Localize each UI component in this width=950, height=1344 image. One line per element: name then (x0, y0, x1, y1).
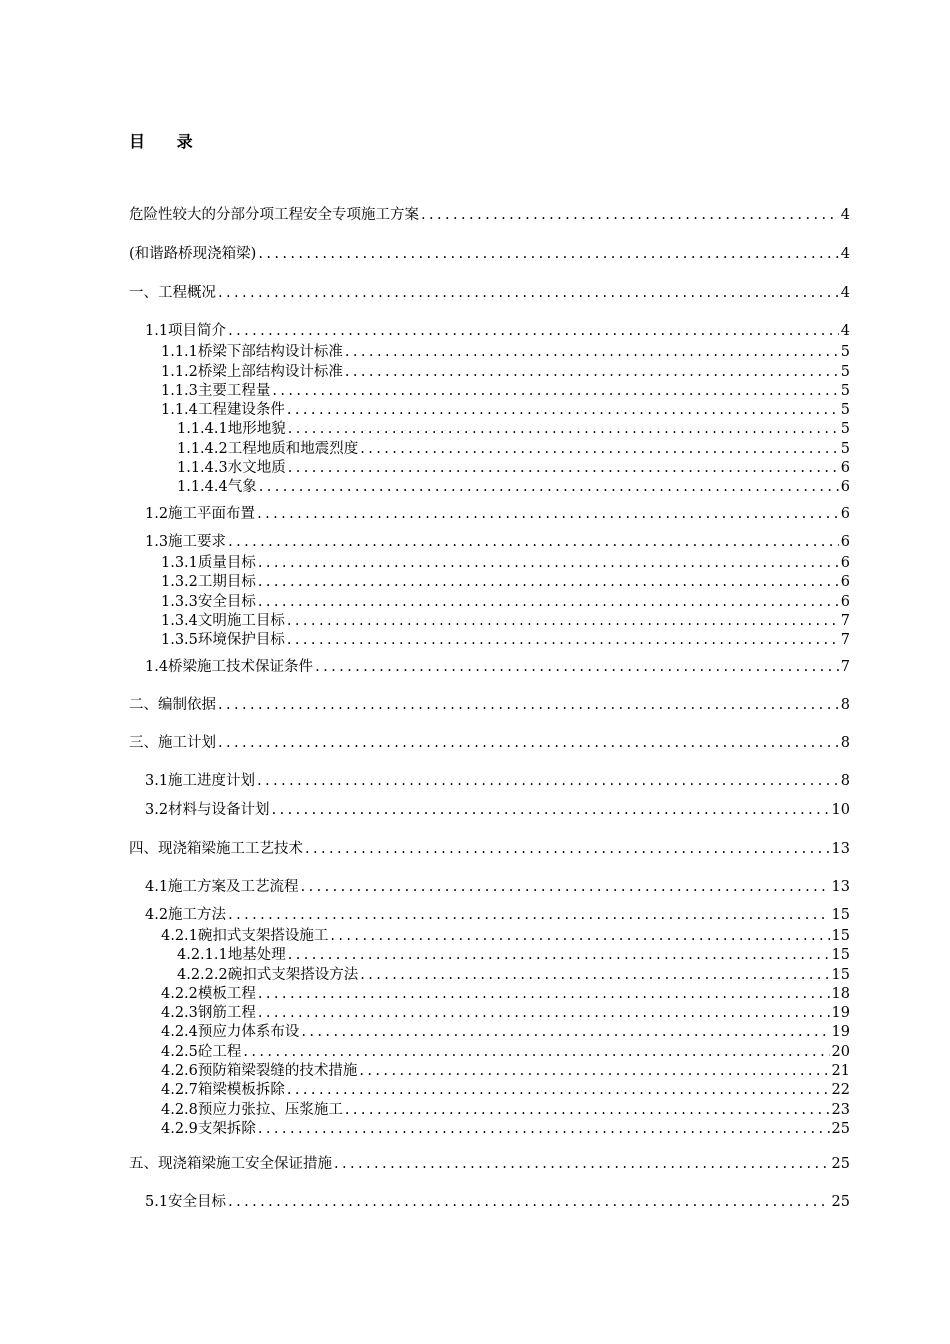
toc-dot-leader (359, 1062, 829, 1081)
toc-dot-leader (218, 734, 839, 753)
toc-page-number: 6 (840, 479, 850, 495)
toc-dot-leader (301, 1023, 829, 1042)
toc-entry[interactable] (161, 1120, 850, 1139)
toc-page-number: 6 (840, 460, 850, 476)
toc-entry[interactable] (161, 1004, 850, 1023)
toc-page-number: 23 (831, 1102, 850, 1118)
toc-entry[interactable] (177, 966, 850, 985)
toc-dot-leader (258, 1120, 830, 1139)
toc-dot-leader (287, 612, 839, 631)
toc-entry[interactable] (161, 343, 850, 362)
toc-dot-leader (360, 440, 839, 459)
toc-entry-label: 三、施工计划 (129, 735, 216, 751)
toc-entry-label: 1.4桥梁施工技术保证条件 (145, 659, 314, 675)
toc-dot-leader (345, 343, 839, 362)
toc-entry-label: 4.2.3钢筋工程 (161, 1005, 256, 1021)
toc-dot-leader (228, 322, 839, 341)
toc-entry[interactable] (161, 927, 850, 946)
toc-dot-leader (218, 696, 839, 715)
toc-dot-leader (259, 478, 839, 497)
toc-dot-leader (257, 772, 839, 791)
toc-entry-label: 4.2.2模板工程 (161, 986, 256, 1002)
toc-page-number: 25 (831, 1121, 850, 1137)
toc-entry[interactable] (129, 284, 850, 303)
toc-entry[interactable] (161, 1043, 850, 1062)
toc-page-number: 13 (831, 879, 850, 895)
toc-entry-label: 1.1.2桥梁上部结构设计标准 (161, 364, 343, 380)
toc-page-number: 4 (840, 246, 850, 262)
toc-page-number: 4 (840, 207, 850, 223)
toc-page-number: 8 (840, 735, 850, 751)
toc-entry-label: 4.2.9支架拆除 (161, 1121, 256, 1137)
toc-entry[interactable] (129, 696, 850, 715)
toc-entry-label: 4.2.8预应力张拉、压浆施工 (161, 1102, 343, 1118)
toc-entry-label: 1.3.2工期目标 (161, 574, 256, 590)
toc-entry-label: 1.1项目简介 (145, 323, 227, 339)
toc-page-number: 15 (831, 947, 850, 963)
toc-dot-leader (287, 401, 839, 420)
toc-dot-leader (288, 459, 839, 478)
toc-dot-leader (258, 573, 839, 592)
toc-dot-leader (218, 284, 839, 303)
toc-entry[interactable] (129, 840, 850, 859)
toc-entry-label: 1.3.4文明施工目标 (161, 613, 285, 629)
toc-entry-label: 1.3施工要求 (145, 534, 227, 550)
toc-entry[interactable] (161, 1081, 850, 1100)
toc-dot-leader (228, 1193, 829, 1212)
toc-entry-label: 4.2.7箱梁模板拆除 (161, 1082, 285, 1098)
toc-dot-leader (421, 206, 839, 225)
toc-entry-label: 1.1.1桥梁下部结构设计标准 (161, 344, 343, 360)
toc-page-number: 25 (831, 1194, 850, 1210)
toc-entry-label: 1.1.4工程建设条件 (161, 402, 285, 418)
toc-page-number: 8 (840, 773, 850, 789)
toc-page-number: 18 (831, 986, 850, 1002)
toc-entry-label: 1.3.5环境保护目标 (161, 632, 285, 648)
toc-entry-label: 4.2.1.1地基处理 (177, 947, 286, 963)
toc-entry[interactable] (161, 573, 850, 592)
toc-entry-label: 4.1施工方案及工艺流程 (145, 879, 299, 895)
toc-entry-label: 五、现浇箱梁施工安全保证措施 (129, 1156, 332, 1172)
toc-dot-leader (305, 840, 830, 859)
toc-entry[interactable] (161, 401, 850, 420)
toc-dot-leader (258, 245, 838, 264)
toc-entry[interactable] (145, 772, 850, 791)
toc-dot-leader (258, 554, 839, 573)
toc-page-number: 20 (831, 1044, 850, 1060)
toc-page-number: 5 (840, 402, 850, 418)
toc-page-number: 6 (840, 555, 850, 571)
toc-entry-label: 1.1.3主要工程量 (161, 383, 271, 399)
toc-entry-label: (和谐路桥现浇箱梁) (129, 246, 257, 262)
toc-page-number: 6 (840, 594, 850, 610)
toc-dot-leader (360, 966, 829, 985)
toc-entry-label: 1.3.3安全目标 (161, 594, 256, 610)
toc-dot-leader (228, 533, 839, 552)
toc-entry-label: 1.1.4.1地形地貌 (177, 421, 286, 437)
toc-entry[interactable] (161, 631, 850, 650)
toc-entry-label: 1.1.4.3水文地质 (177, 460, 286, 476)
toc-entry-label: 1.1.4.2工程地质和地震烈度 (177, 441, 359, 457)
toc-page-number: 22 (831, 1082, 850, 1098)
toc-entry[interactable] (145, 322, 850, 341)
toc-dot-leader (315, 658, 839, 677)
toc-dot-leader (258, 985, 830, 1004)
toc-page-number: 5 (840, 421, 850, 437)
toc-page-number: 19 (831, 1024, 850, 1040)
toc-entry[interactable] (177, 440, 850, 459)
toc-dot-leader (334, 1155, 830, 1174)
toc-entry[interactable] (145, 1193, 850, 1212)
toc-entry[interactable] (161, 382, 850, 401)
toc-page-number: 21 (831, 1063, 850, 1079)
toc-entry[interactable] (145, 658, 850, 677)
toc-page-number: 7 (840, 632, 850, 648)
toc-page-number: 6 (840, 506, 850, 522)
toc-entry[interactable] (161, 1023, 850, 1042)
toc-dot-leader (257, 505, 839, 524)
toc-dot-leader (345, 1101, 830, 1120)
toc-page-number: 6 (840, 534, 850, 550)
toc-entry-label: 1.1.4.4气象 (177, 479, 257, 495)
toc-dot-leader (272, 382, 838, 401)
toc-entry-label: 危险性较大的分部分项工程安全专项施工方案 (129, 207, 419, 223)
toc-entry[interactable] (129, 734, 850, 753)
toc-entry[interactable] (161, 363, 850, 382)
toc-page-number: 5 (840, 364, 850, 380)
toc-title: 目 录 (129, 132, 206, 151)
toc-dot-leader (288, 420, 839, 439)
toc-page-number: 15 (831, 967, 850, 983)
toc-entry-label: 5.1安全目标 (145, 1194, 227, 1210)
toc-page-number: 4 (840, 323, 850, 339)
toc-entry-label: 1.2施工平面布置 (145, 506, 256, 522)
toc-entry[interactable] (145, 533, 850, 552)
toc-entry-label: 一、工程概况 (129, 285, 216, 301)
toc-entry[interactable] (161, 612, 850, 631)
toc-entry-label: 二、编制依据 (129, 697, 216, 713)
toc-entry[interactable] (161, 593, 850, 612)
toc-entry[interactable] (161, 554, 850, 573)
toc-entry[interactable] (161, 1062, 850, 1081)
toc-dot-leader (301, 878, 830, 897)
toc-entry[interactable] (161, 1101, 850, 1120)
toc-page-number: 13 (831, 841, 850, 857)
toc-entry-label: 3.2材料与设备计划 (145, 802, 270, 818)
toc-entry[interactable] (145, 878, 850, 897)
toc-entry-label: 四、现浇箱梁施工工艺技术 (129, 841, 303, 857)
toc-entry-label: 1.3.1质量目标 (161, 555, 256, 571)
toc-page-number: 15 (831, 928, 850, 944)
toc-entry[interactable] (129, 206, 850, 225)
toc-dot-leader (243, 1043, 829, 1062)
toc-entry-label: 4.2.5砼工程 (161, 1044, 242, 1060)
toc-page-number: 5 (840, 383, 850, 399)
toc-entry-label: 4.2.2.2碗扣式支架搭设方法 (177, 967, 359, 983)
toc-page-number: 7 (840, 659, 850, 675)
toc-entry[interactable] (177, 946, 850, 965)
toc-dot-leader (258, 1004, 830, 1023)
toc-page-number: 7 (840, 613, 850, 629)
toc-entry[interactable] (145, 801, 850, 820)
toc-entry[interactable] (177, 478, 850, 497)
toc-dot-leader (272, 801, 830, 820)
toc-dot-leader (287, 1081, 830, 1100)
toc-page-number: 25 (831, 1156, 850, 1172)
toc-entry[interactable] (177, 420, 850, 439)
toc-page-number: 10 (831, 802, 850, 818)
toc-dot-leader (228, 906, 829, 925)
toc-dot-leader (345, 363, 839, 382)
toc-entry-label: 3.1施工进度计划 (145, 773, 256, 789)
toc-page-number: 19 (831, 1005, 850, 1021)
toc-dot-leader (258, 593, 839, 612)
toc-entry[interactable] (129, 245, 850, 264)
toc-entry[interactable] (177, 459, 850, 478)
toc-entry[interactable] (129, 1155, 850, 1174)
toc-entry-label: 4.2.6预防箱梁裂缝的技术措施 (161, 1063, 358, 1079)
toc-page-number: 6 (840, 574, 850, 590)
toc-page-number: 5 (840, 344, 850, 360)
toc-dot-leader (288, 946, 830, 965)
toc-entry-label: 4.2.4预应力体系布设 (161, 1024, 300, 1040)
toc-page-number: 4 (840, 285, 850, 301)
toc-dot-leader (287, 631, 839, 650)
toc-dot-leader (330, 927, 829, 946)
toc-entry-label: 4.2.1碗扣式支架搭设施工 (161, 928, 329, 944)
toc-entry-label: 4.2施工方法 (145, 907, 227, 923)
toc-page-number: 8 (840, 697, 850, 713)
toc-entry[interactable] (145, 505, 850, 524)
toc-page-number: 5 (840, 441, 850, 457)
toc-page-number: 15 (831, 907, 850, 923)
toc-entry[interactable] (145, 906, 850, 925)
toc-entry[interactable] (161, 985, 850, 1004)
